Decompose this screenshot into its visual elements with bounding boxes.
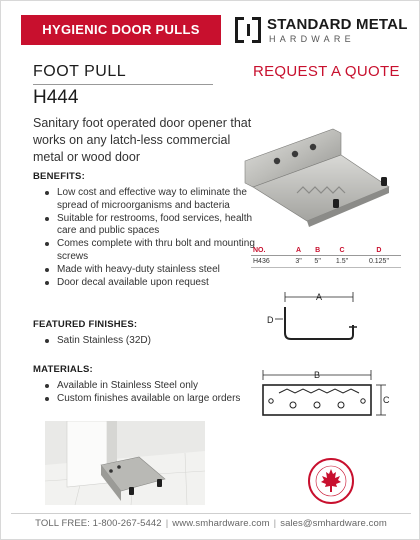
- brand-logo-icon: [235, 17, 261, 43]
- benefits-heading: BENEFITS:: [33, 171, 85, 182]
- dim-label-a: A: [315, 292, 323, 302]
- materials-heading: MATERIALS:: [33, 364, 93, 375]
- finishes-heading: FEATURED FINISHES:: [33, 319, 138, 330]
- finishes-list: [45, 335, 255, 348]
- side-profile-diagram: [263, 285, 373, 347]
- brand-name: STANDARD METAL: [267, 16, 408, 33]
- product-model: H444: [33, 87, 79, 108]
- list-item: Suitable for restrooms, food services, health care and public spaces: [45, 213, 255, 238]
- footer-website-link[interactable]: www.smhardware.com: [172, 518, 270, 529]
- table-cell: 1.5": [327, 256, 357, 268]
- list-item: Low cost and effective way to eliminate the spread of microorganisms and bacteria: [45, 187, 255, 212]
- title-divider: [33, 84, 213, 85]
- dim-label-c: C: [383, 395, 390, 405]
- list-item: Available in Stainless Steel only: [45, 380, 255, 393]
- list-item: Custom finishes available on large orders: [45, 393, 255, 406]
- materials-list: [45, 380, 255, 406]
- footer-divider: [11, 513, 411, 514]
- list-item: Door decal available upon request: [45, 277, 255, 290]
- table-header: A: [289, 246, 308, 256]
- brand-subtitle: HARDWARE: [269, 34, 355, 44]
- product-photo: [237, 123, 409, 231]
- footer-phone[interactable]: TOLL FREE: 1-800-267-5442: [35, 518, 162, 529]
- table-header: D: [357, 246, 401, 256]
- table-header-row: [251, 246, 401, 256]
- list-item: Comes complete with thru bolt and mounting screws: [45, 238, 255, 263]
- table-cell: H436: [251, 256, 289, 268]
- table-row: [251, 256, 401, 268]
- table-header: C: [327, 246, 357, 256]
- dimension-table: [251, 246, 401, 268]
- front-view-diagram: [253, 363, 393, 429]
- dim-label-d: D: [267, 315, 274, 325]
- category-banner-label: HYGIENIC DOOR PULLS: [42, 22, 200, 37]
- footer-contact: TOLL FREE: 1-800-267-5442 | www.smhardware.com | sales@smhardware.com: [35, 518, 387, 529]
- list-item: Satin Stainless (32D): [45, 335, 255, 348]
- table-cell: 3": [289, 256, 308, 268]
- product-type: FOOT PULL: [33, 63, 127, 80]
- category-banner: [21, 15, 221, 45]
- product-description: Sanitary foot operated door opener that works on any latch-less commercial metal or wood door: [33, 116, 252, 164]
- footer-email-link[interactable]: sales@smhardware.com: [280, 518, 387, 529]
- installed-photo: [45, 421, 205, 505]
- dim-label-b: B: [313, 370, 321, 380]
- table-cell: 5": [308, 256, 327, 268]
- table-header: NO.: [251, 246, 289, 256]
- benefits-list: [45, 187, 255, 290]
- table-header: B: [308, 246, 327, 256]
- request-quote-link[interactable]: REQUEST A QUOTE: [253, 63, 400, 80]
- made-in-canada-badge: [307, 457, 355, 505]
- table-cell: 0.125": [357, 256, 401, 268]
- list-item: Made with heavy-duty stainless steel: [45, 264, 255, 277]
